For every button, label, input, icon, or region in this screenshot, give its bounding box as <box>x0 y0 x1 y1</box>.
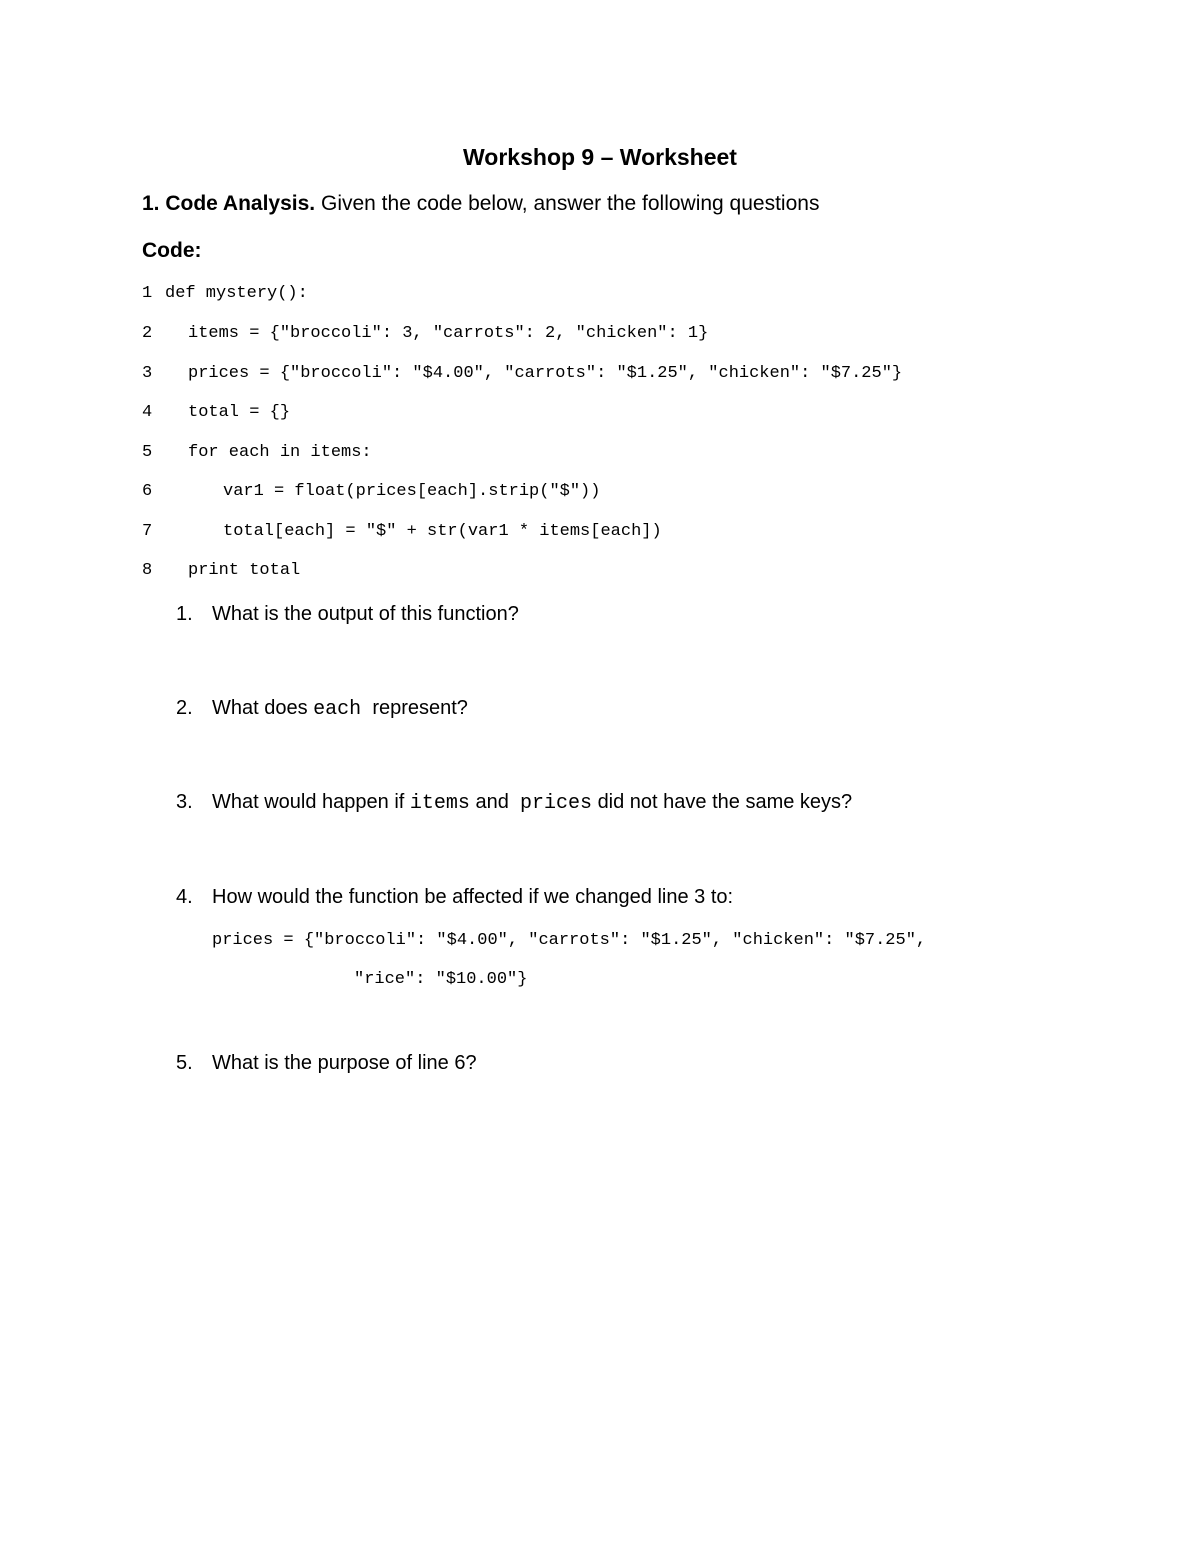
code-text: total[each] = "$" + str(var1 * items[each]) <box>223 522 662 541</box>
line-number: 7 <box>142 522 153 541</box>
question-text-part: What would happen if <box>212 791 405 813</box>
inline-code: each <box>313 698 362 721</box>
code-line <box>142 364 903 388</box>
question-text: What is the output of this function? <box>212 603 519 625</box>
line-number: 3 <box>142 364 153 383</box>
line-number: 5 <box>142 443 153 462</box>
line-number: 8 <box>142 561 153 580</box>
code-text: var1 = float(prices[each].strip("$")) <box>223 482 601 501</box>
question-text-part: represent? <box>372 697 468 719</box>
code-line <box>142 561 301 585</box>
question-4-code-line: prices = {"broccoli": "$4.00", "carrots": "$1.25", "chicken": "$7.25", <box>212 931 927 950</box>
question-text-part: What does <box>212 697 308 719</box>
code-text: for each in items: <box>188 443 372 462</box>
section-number: 1. <box>142 192 160 215</box>
inline-code: prices <box>519 792 592 815</box>
question-4-code-line: "rice": "$10.00"} <box>354 970 528 989</box>
code-label: Code: <box>142 239 202 262</box>
line-number: 6 <box>142 482 153 501</box>
line-number: 4 <box>142 403 153 422</box>
code-text: def mystery(): <box>165 284 308 303</box>
question-text: How would the function be affected if we changed line 3 to: <box>212 886 734 908</box>
question-text <box>212 697 468 721</box>
code-line <box>142 482 601 506</box>
code-text: total = {} <box>188 403 291 422</box>
page-title: Workshop 9 – Worksheet <box>463 144 737 170</box>
line-number: 1 <box>142 284 153 303</box>
code-line <box>142 522 662 546</box>
question-text <box>212 791 852 815</box>
code-text: prices = {"broccoli": "$4.00", "carrots": "$1.25", "chicken": "$7.25"} <box>188 364 903 383</box>
section-name: Code Analysis. <box>165 192 316 215</box>
line-number: 2 <box>142 324 153 343</box>
question-text-part: did not have the same keys? <box>597 791 853 813</box>
code-text: items = {"broccoli": 3, "carrots": 2, "chicken": 1} <box>188 324 709 343</box>
question-number: 1. <box>176 603 193 625</box>
question-number: 4. <box>176 886 193 908</box>
section-heading <box>142 192 819 216</box>
code-line <box>142 284 308 308</box>
code-line <box>142 443 372 467</box>
section-instruction: Given the code below, answer the following questions <box>320 192 820 215</box>
code-text: print total <box>188 561 301 580</box>
question-text-part: and <box>475 791 509 813</box>
code-line <box>142 324 709 348</box>
question-text: What is the purpose of line 6? <box>212 1052 477 1074</box>
question-number: 2. <box>176 697 193 719</box>
question-number: 3. <box>176 791 193 813</box>
code-line <box>142 403 291 427</box>
question-number: 5. <box>176 1052 193 1074</box>
inline-code: items <box>409 792 470 815</box>
